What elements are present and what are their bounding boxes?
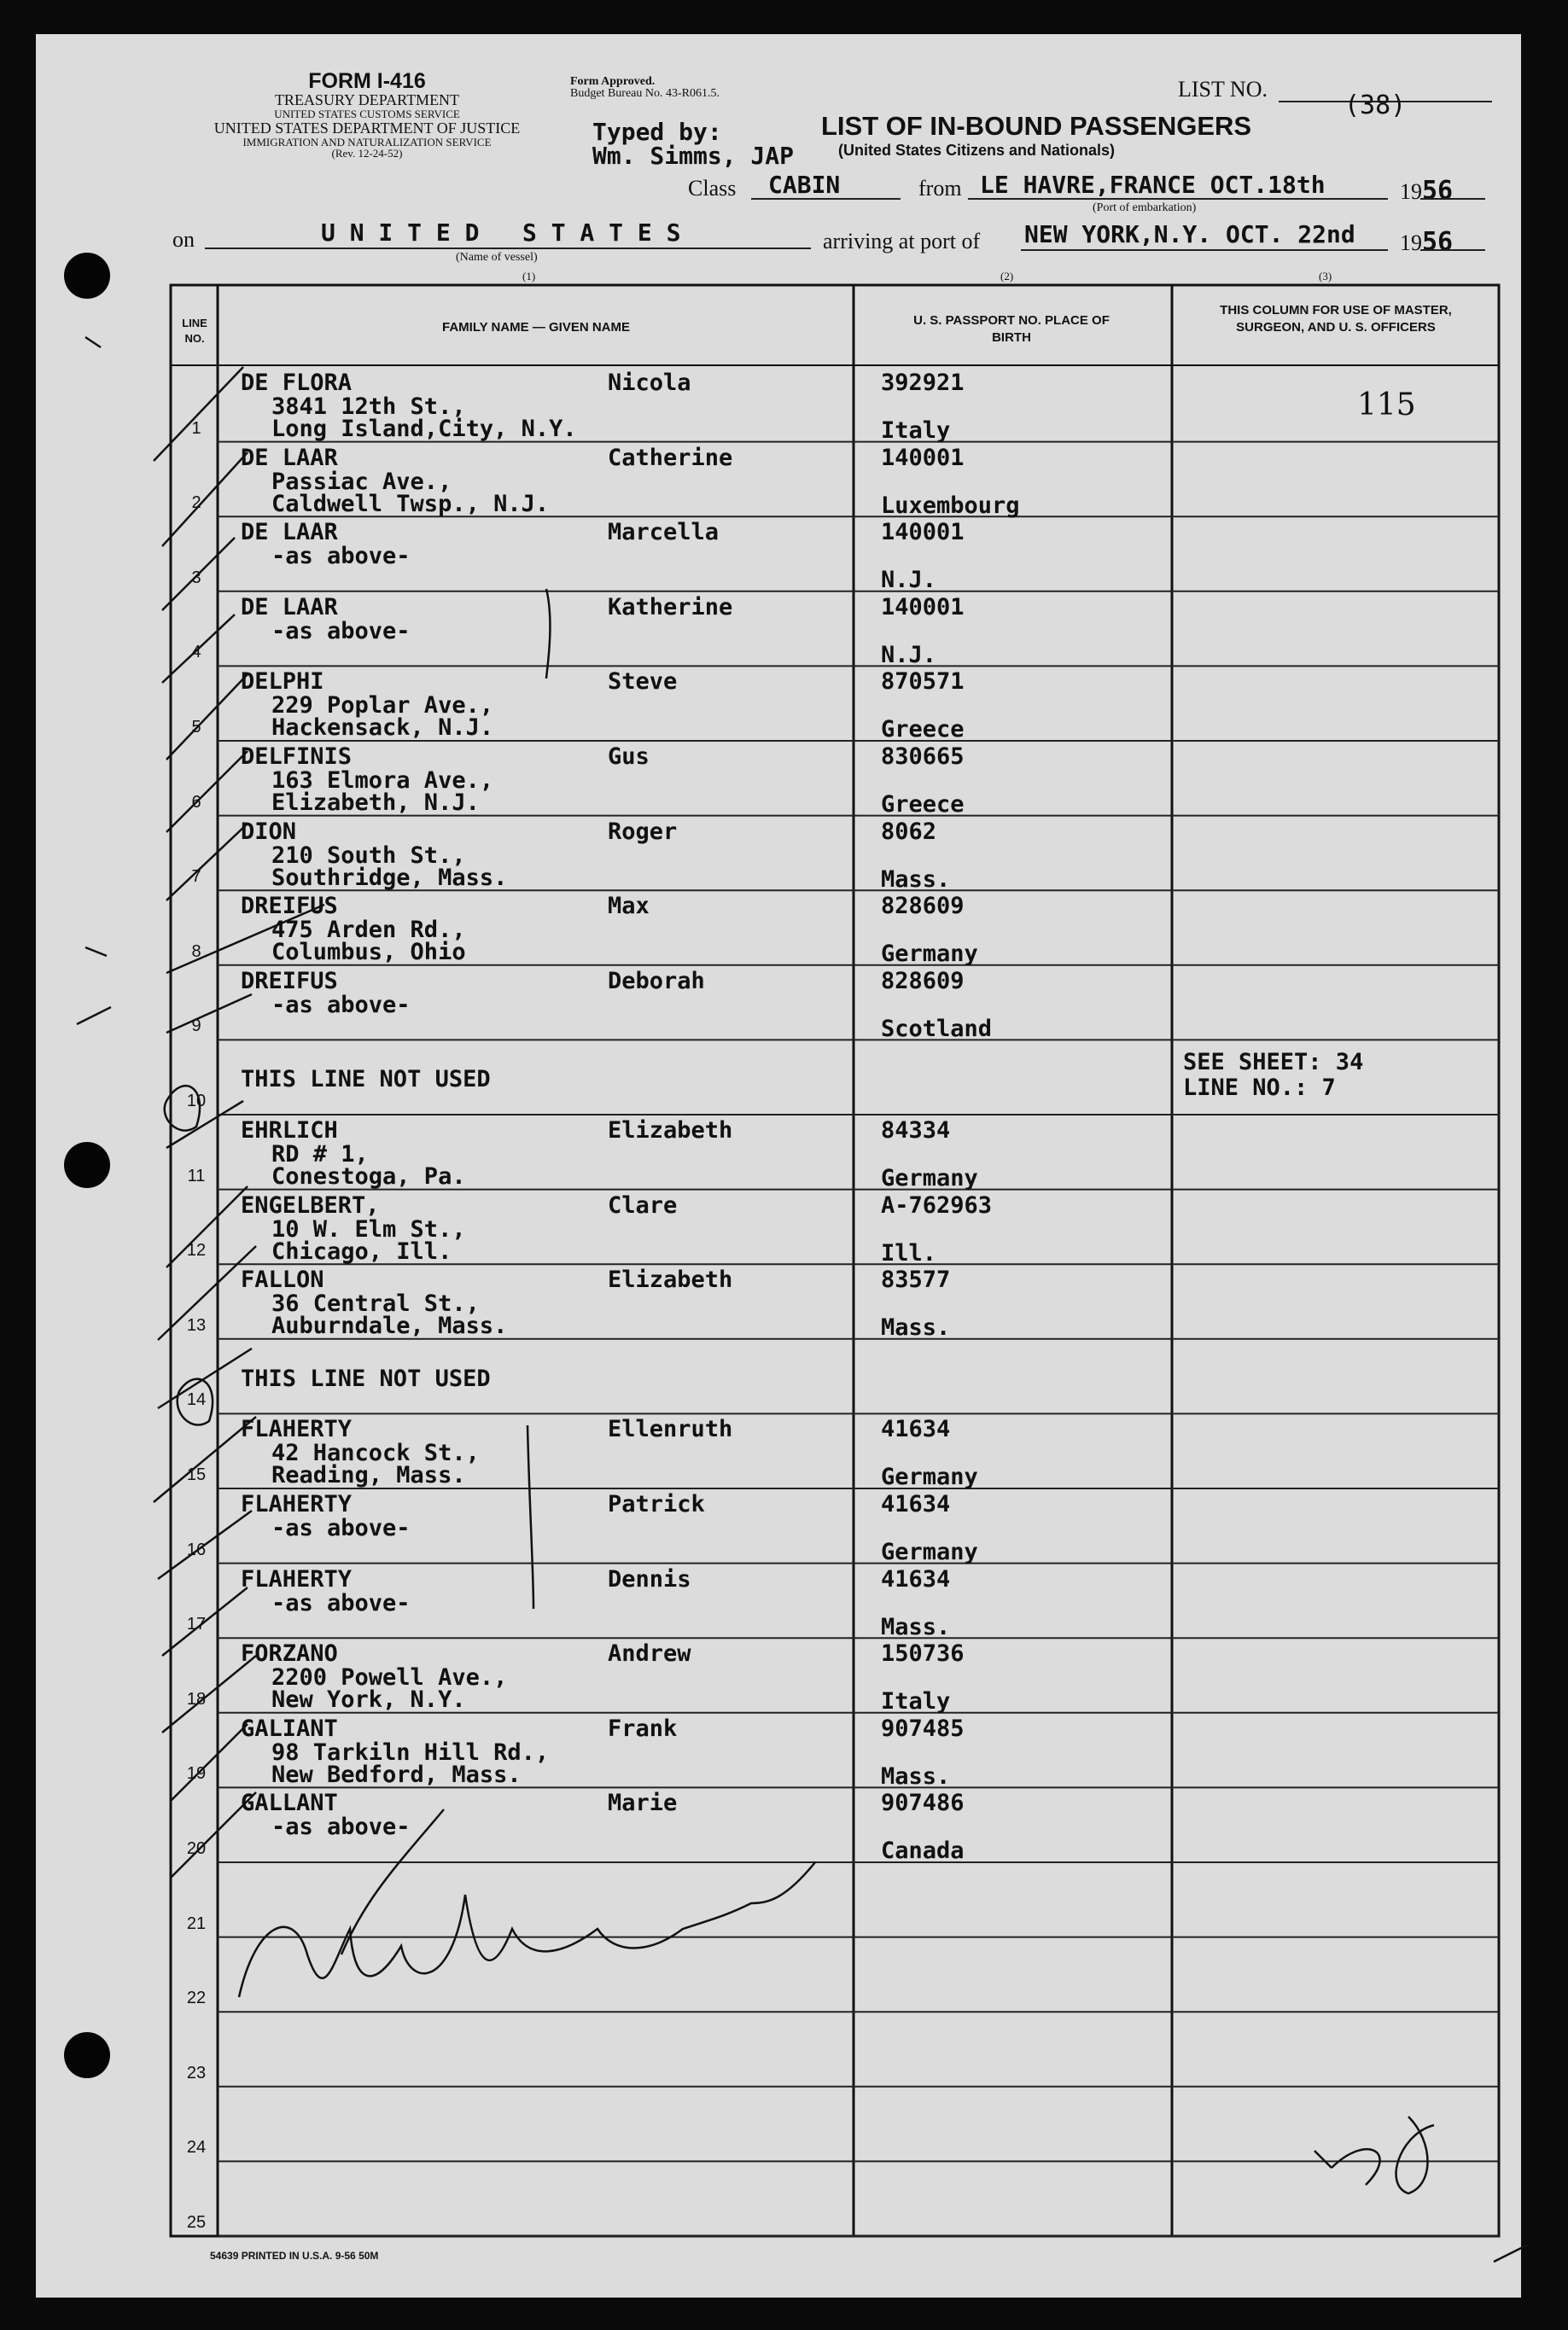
given-name: Marie xyxy=(608,1790,678,1817)
passport-number: 828609 xyxy=(881,967,965,994)
address-line-1: -as above- xyxy=(271,991,411,1018)
line-number: 16 xyxy=(186,1540,207,1559)
vessel-caption: (Name of vessel) xyxy=(456,251,538,264)
typed-by-label: Typed by: xyxy=(592,118,722,146)
place-of-birth: Germany xyxy=(881,1464,978,1491)
given-name: Frank xyxy=(608,1715,678,1742)
address-line-1: 163 Elmora Ave., xyxy=(271,767,494,794)
passport-number: 870571 xyxy=(881,668,965,696)
line-number: 17 xyxy=(186,1615,207,1634)
given-name: Max xyxy=(608,893,650,920)
address-line-2: Columbus, Ohio xyxy=(271,939,466,966)
line-number: 13 xyxy=(186,1315,207,1335)
printer-footer: 54639 PRINTED IN U.S.A. 9-56 50M xyxy=(210,2250,379,2262)
given-name: Katherine xyxy=(608,593,733,620)
address-line-2: Hackensack, N.J. xyxy=(271,714,494,742)
on-label: on xyxy=(172,227,195,252)
address-line-1: 3841 12th St., xyxy=(271,393,466,420)
family-name: THIS LINE NOT USED xyxy=(241,1066,491,1093)
family-name: DE LAAR xyxy=(241,444,338,471)
address-line-1: RD # 1, xyxy=(271,1141,369,1168)
line-number: 19 xyxy=(186,1764,207,1784)
place-of-birth: N.J. xyxy=(881,641,937,668)
family-name: FALLON xyxy=(241,1267,324,1294)
place-of-birth: Canada xyxy=(881,1838,965,1865)
line-number: 12 xyxy=(186,1241,207,1261)
from-year: 56 xyxy=(1422,176,1454,206)
place-of-birth: Greece xyxy=(881,791,965,818)
given-name: Steve xyxy=(608,668,678,696)
line-number: 20 xyxy=(186,1839,207,1858)
place-of-birth: Mass. xyxy=(881,1314,951,1342)
place-of-birth: Luxembourg xyxy=(881,492,1020,519)
place-of-birth: Germany xyxy=(881,941,978,968)
form-number: FORM I-416 xyxy=(308,69,426,93)
arriving-label: arriving at port of xyxy=(823,229,981,253)
passport-number: 830665 xyxy=(881,743,965,770)
ins-service: IMMIGRATION AND NATURALIZATION SERVICE xyxy=(242,135,492,149)
col3-number: (3) xyxy=(1319,270,1332,283)
line-number: 3 xyxy=(191,568,201,587)
family-name: EHRLICH xyxy=(241,1117,338,1144)
line-number: 4 xyxy=(191,643,201,662)
line-number: 23 xyxy=(186,2063,207,2082)
passport-number: 828609 xyxy=(881,893,965,920)
family-name: FLAHERTY xyxy=(241,1416,353,1443)
arrival-port-value: NEW YORK,N.Y. OCT. 22nd xyxy=(1024,220,1355,248)
col1-number: (1) xyxy=(522,270,536,283)
given-name: Dennis xyxy=(608,1565,691,1593)
given-name: Deborah xyxy=(608,967,705,994)
passport-number: 140001 xyxy=(881,593,965,620)
given-name: Roger xyxy=(608,818,678,845)
address-line-1: Passiac Ave., xyxy=(271,468,452,495)
family-name: DELPHI xyxy=(241,668,324,696)
passport-number: 150736 xyxy=(881,1640,965,1668)
header-passport: U. S. PASSPORT NO. PLACE OF BIRTH xyxy=(913,313,1110,346)
line-number: 14 xyxy=(186,1390,207,1410)
address-line-2: New York, N.Y. xyxy=(271,1686,466,1714)
address-line-2: New Bedford, Mass. xyxy=(271,1761,522,1788)
place-of-birth: Mass. xyxy=(881,1613,951,1640)
given-name: Andrew xyxy=(608,1640,691,1668)
given-name: Marcella xyxy=(608,519,720,546)
address-line-1: 229 Poplar Ave., xyxy=(271,692,494,719)
budget-bureau: Budget Bureau No. 43-R061.5. xyxy=(570,87,720,100)
year-prefix-2: 19 xyxy=(1400,230,1422,255)
embarkation-value: LE HAVRE,FRANCE OCT.18th xyxy=(980,171,1326,199)
address-line-1: -as above- xyxy=(271,543,411,570)
customs-service: UNITED STATES CUSTOMS SERVICE xyxy=(274,108,460,121)
family-name: DE FLORA xyxy=(241,370,353,396)
place-of-birth: Italy xyxy=(881,1688,951,1715)
address-line-2: Southridge, Mass. xyxy=(271,864,508,891)
passport-number: 41634 xyxy=(881,1416,951,1443)
address-line-2: Long Island,City, N.Y. xyxy=(271,416,577,442)
family-name: GALIANT xyxy=(241,1715,338,1742)
given-name: Nicola xyxy=(608,370,691,396)
family-name: FLAHERTY xyxy=(241,1565,353,1593)
passport-number: 83577 xyxy=(881,1267,951,1294)
given-name: Catherine xyxy=(608,444,733,471)
address-line-1: -as above- xyxy=(271,1814,411,1841)
officer-note-1: SEE SHEET: 34 xyxy=(1183,1049,1364,1076)
line-number: 1 xyxy=(191,418,201,438)
passport-number: 140001 xyxy=(881,519,965,546)
passport-number: 41634 xyxy=(881,1565,951,1593)
place-of-birth: Germany xyxy=(881,1165,978,1191)
family-name: DE LAAR xyxy=(241,519,338,546)
line-number: 18 xyxy=(186,1689,207,1709)
place-of-birth: Scotland xyxy=(881,1015,993,1042)
justice-dept: UNITED STATES DEPARTMENT OF JUSTICE xyxy=(213,119,521,137)
family-name: DION xyxy=(241,818,297,845)
family-name: GALLANT xyxy=(241,1790,338,1817)
officer-note-2: LINE NO.: 7 xyxy=(1183,1075,1336,1102)
given-name: Ellenruth xyxy=(608,1416,733,1443)
family-name: DREIFUS xyxy=(241,967,338,994)
given-name: Patrick xyxy=(608,1491,705,1517)
col2-number: (2) xyxy=(1000,270,1014,283)
passport-number: 907485 xyxy=(881,1715,965,1742)
family-name: FLAHERTY xyxy=(241,1491,353,1517)
line-number: 25 xyxy=(186,2213,207,2232)
header-line-no: LINE NO. xyxy=(182,317,207,345)
class-label: Class xyxy=(688,176,737,201)
address-line-2: Caldwell Twsp., N.J. xyxy=(271,490,550,517)
given-name: Gus xyxy=(608,743,650,770)
header-officers: THIS COLUMN FOR USE OF MASTER, SURGEON, AND U. S. OFFICERS xyxy=(1220,303,1452,335)
header-name: FAMILY NAME — GIVEN NAME xyxy=(441,320,631,335)
given-name: Elizabeth xyxy=(608,1117,733,1144)
passport-number: 41634 xyxy=(881,1491,951,1517)
form-revision: (Rev. 12-24-52) xyxy=(331,147,403,160)
place-of-birth: Germany xyxy=(881,1539,978,1565)
passport-number: 907486 xyxy=(881,1790,965,1817)
place-of-birth: Ill. xyxy=(881,1239,937,1267)
place-of-birth: Mass. xyxy=(881,865,951,893)
address-line-1: 36 Central St., xyxy=(271,1290,480,1318)
passport-number: 84334 xyxy=(881,1117,951,1144)
line-number: 8 xyxy=(191,941,201,961)
port-embarkation-caption: (Port of embarkation) xyxy=(1093,201,1197,214)
list-title: LIST OF IN-BOUND PASSENGERS xyxy=(821,111,1252,141)
place-of-birth: Mass. xyxy=(881,1762,951,1790)
address-line-1: 42 Hancock St., xyxy=(271,1440,480,1467)
list-no-value: (38) xyxy=(1344,90,1407,120)
passport-number: 8062 xyxy=(881,818,937,845)
address-line-2: Auburndale, Mass. xyxy=(271,1313,508,1340)
address-line-1: 98 Tarkiln Hill Rd., xyxy=(271,1739,550,1766)
line-number: 15 xyxy=(186,1465,207,1484)
family-name: ENGELBERT, xyxy=(241,1191,380,1219)
line-number: 6 xyxy=(191,792,201,812)
address-line-1: 2200 Powell Ave., xyxy=(271,1664,508,1692)
line-number: 24 xyxy=(186,2138,207,2158)
line-number: 21 xyxy=(186,1914,207,1933)
typed-by-value: Wm. Simms, JAP xyxy=(592,142,795,170)
address-line-1: -as above- xyxy=(271,617,411,644)
passport-number: A-762963 xyxy=(881,1191,993,1219)
line-number: 5 xyxy=(191,718,201,737)
line-number: 22 xyxy=(186,1989,207,2008)
place-of-birth: N.J. xyxy=(881,567,937,594)
address-line-2: Chicago, Ill. xyxy=(271,1238,452,1265)
line-number: 11 xyxy=(187,1166,206,1185)
given-name: Elizabeth xyxy=(608,1267,733,1294)
line-number: 10 xyxy=(186,1092,207,1110)
officer-note-1: 115 xyxy=(1357,387,1416,422)
from-label: from xyxy=(918,176,962,201)
address-line-1: 475 Arden Rd., xyxy=(271,917,466,944)
form-approved: Form Approved. xyxy=(570,75,656,88)
address-line-1: 210 South St., xyxy=(271,842,466,869)
address-line-1: -as above- xyxy=(271,1515,411,1541)
list-no-label: LIST NO. xyxy=(1178,77,1268,102)
family-name: DELFINIS xyxy=(241,743,353,770)
given-name: Clare xyxy=(608,1191,678,1219)
arriving-year: 56 xyxy=(1422,227,1454,257)
family-name: DE LAAR xyxy=(241,593,338,620)
line-number: 9 xyxy=(191,1016,201,1036)
class-value: CABIN xyxy=(768,171,841,199)
address-line-1: -as above- xyxy=(271,1589,411,1616)
passport-number: 140001 xyxy=(881,444,965,471)
address-line-2: Reading, Mass. xyxy=(271,1462,466,1489)
line-number: 2 xyxy=(191,493,201,513)
family-name: FORZANO xyxy=(241,1640,338,1668)
address-line-1: 10 W. Elm St., xyxy=(271,1215,466,1243)
address-line-2: Elizabeth, N.J. xyxy=(271,789,480,816)
line-number: 7 xyxy=(191,867,201,887)
place-of-birth: Greece xyxy=(881,716,965,743)
treasury-dept: TREASURY DEPARTMENT xyxy=(274,91,460,109)
place-of-birth: Italy xyxy=(881,417,951,444)
vessel-name: U N I T E D S T A T E S xyxy=(321,218,681,247)
year-prefix: 19 xyxy=(1400,179,1422,204)
address-line-2: Conestoga, Pa. xyxy=(271,1163,466,1190)
family-name: THIS LINE NOT USED xyxy=(241,1365,491,1392)
list-subtitle: (United States Citizens and Nationals) xyxy=(838,142,1116,159)
passport-number: 392921 xyxy=(881,370,965,396)
family-name: DREIFUS xyxy=(241,893,338,920)
